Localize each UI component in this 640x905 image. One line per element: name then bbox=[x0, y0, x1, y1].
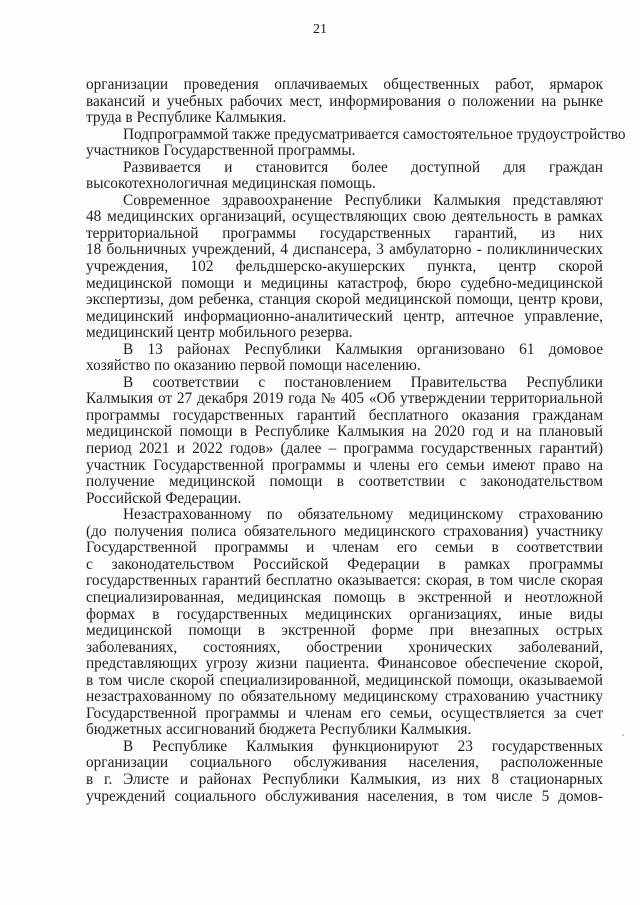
text-line: медицинский центр мобильного резерва. bbox=[86, 324, 353, 342]
text-line: высокотехнологичная медицинская помощь. bbox=[86, 175, 376, 193]
text-line: Развивается и становится более доступной для граждан bbox=[123, 158, 603, 176]
text-line: Современное здравоохранение Республики Калмыкия представляют bbox=[123, 191, 603, 209]
text-line: В Республике Калмыкия функционируют 23 государственных bbox=[123, 737, 603, 755]
text-line: медицинской помощи в Республике Калмыкия на 2020 год и на плановый bbox=[86, 423, 603, 441]
text-line: с законодательством Российской Федерации в рамках программы bbox=[86, 555, 603, 573]
paragraph bbox=[86, 125, 626, 160]
page-number: 21 bbox=[313, 22, 327, 37]
text-line: государственных гарантий бесплатно оказывается: скорая, в том числе скорая bbox=[86, 572, 603, 590]
text-line: бюджетных ассигнований бюджета Республики Калмыкия. bbox=[86, 721, 472, 739]
text-line: заболеваниях, состояниях, обострении хронических заболеваний, bbox=[86, 638, 603, 656]
text-line: вакансий и учебных рабочих мест, информирования о положении на рынке bbox=[86, 92, 603, 110]
text-line: в г. Элисте и районах Республики Калмыкия, из них 8 стационарных bbox=[86, 770, 603, 788]
text-line: Подпрограммой также предусматривается самостоятельное трудоустройство bbox=[123, 125, 626, 143]
text-line: экспертизы, дом ребенка, станция скорой медицинской помощи, центр крови, bbox=[86, 291, 603, 309]
text-line: участников Государственной программы. bbox=[86, 142, 356, 160]
text-line: медицинской помощи и медицины катастроф, бюро судебно-медицинской bbox=[86, 274, 603, 292]
paragraph bbox=[86, 375, 603, 507]
text-line: участник Государственной программы и члены его семьи имеют право на bbox=[86, 456, 603, 474]
text-line: период 2021 и 2022 годов» (далее – программа государственных гарантий) bbox=[86, 440, 603, 458]
scan-speck bbox=[622, 734, 624, 736]
paragraph bbox=[86, 507, 603, 739]
text-line: в том числе скорой специализированной, медицинской помощи, оказываемой bbox=[86, 671, 603, 689]
text-line: 48 медицинских организаций, осуществляющих свою деятельность в рамках bbox=[86, 208, 603, 226]
text-line: Государственной программы и членам его семьи в соответствии bbox=[86, 539, 603, 557]
text-line: территориальной программы государственных гарантий, из них bbox=[86, 224, 603, 242]
paragraph bbox=[86, 160, 603, 193]
text-line: Калмыкия от 27 декабря 2019 года № 405 «Об утверждении территориальной bbox=[86, 390, 603, 408]
text-line: учреждений социального обслуживания населения, в том числе 5 домов- bbox=[86, 787, 603, 805]
text-line: медицинской помощи в экстренной форме при внезапных острых bbox=[86, 622, 603, 640]
text-line: программы государственных гарантий бесплатного оказания гражданам bbox=[86, 406, 603, 424]
text-line: труда в Республике Калмыкия. bbox=[86, 109, 287, 127]
text-line: (до получения полиса обязательного медицинского страхования) участнику bbox=[86, 522, 603, 540]
text-line: формах в государственных медицинских организациях, иные виды bbox=[86, 605, 603, 623]
text-line: получение медицинской помощи в соответствии с законодательством bbox=[86, 473, 603, 491]
text-line: хозяйство по оказанию первой помощи населению. bbox=[86, 357, 421, 375]
text-line: Незастрахованному по обязательному медицинскому страхованию bbox=[123, 506, 603, 524]
text-line: 18 больничных учреждений, 4 диспансера, 3 амбулаторно - поликлинических bbox=[86, 241, 603, 259]
text-line: В соответствии с постановлением Правительства Республики bbox=[123, 373, 603, 391]
text-line: медицинский информационно-аналитический центр, аптечное управление, bbox=[86, 307, 603, 325]
text-line: Государственной программы и членам его семьи, осуществляется за счет bbox=[86, 704, 603, 722]
text-line: Российской Федерации. bbox=[86, 489, 242, 507]
text-line: незастрахованному по обязательному медицинскому страхованию участнику bbox=[86, 688, 603, 706]
paragraph bbox=[86, 193, 603, 342]
paragraph bbox=[86, 739, 603, 805]
text-line: учреждения, 102 фельдшерско-акушерских пункта, центр скорой bbox=[86, 258, 603, 276]
paragraph bbox=[86, 77, 603, 127]
text-line: организации проведения оплачиваемых общественных работ, ярмарок bbox=[86, 76, 603, 93]
body-text bbox=[86, 76, 626, 805]
paragraph bbox=[86, 342, 603, 375]
text-line: В 13 районах Республики Калмыкия организовано 61 домовое bbox=[123, 340, 603, 358]
text-line: представляющих угрозу жизни пациента. Финансовое обеспечение скорой, bbox=[86, 655, 603, 673]
text-line: специализированная, медицинская помощь в экстренной и неотложной bbox=[86, 588, 603, 606]
text-line: организации социального обслуживания населения, расположенные bbox=[86, 754, 603, 772]
